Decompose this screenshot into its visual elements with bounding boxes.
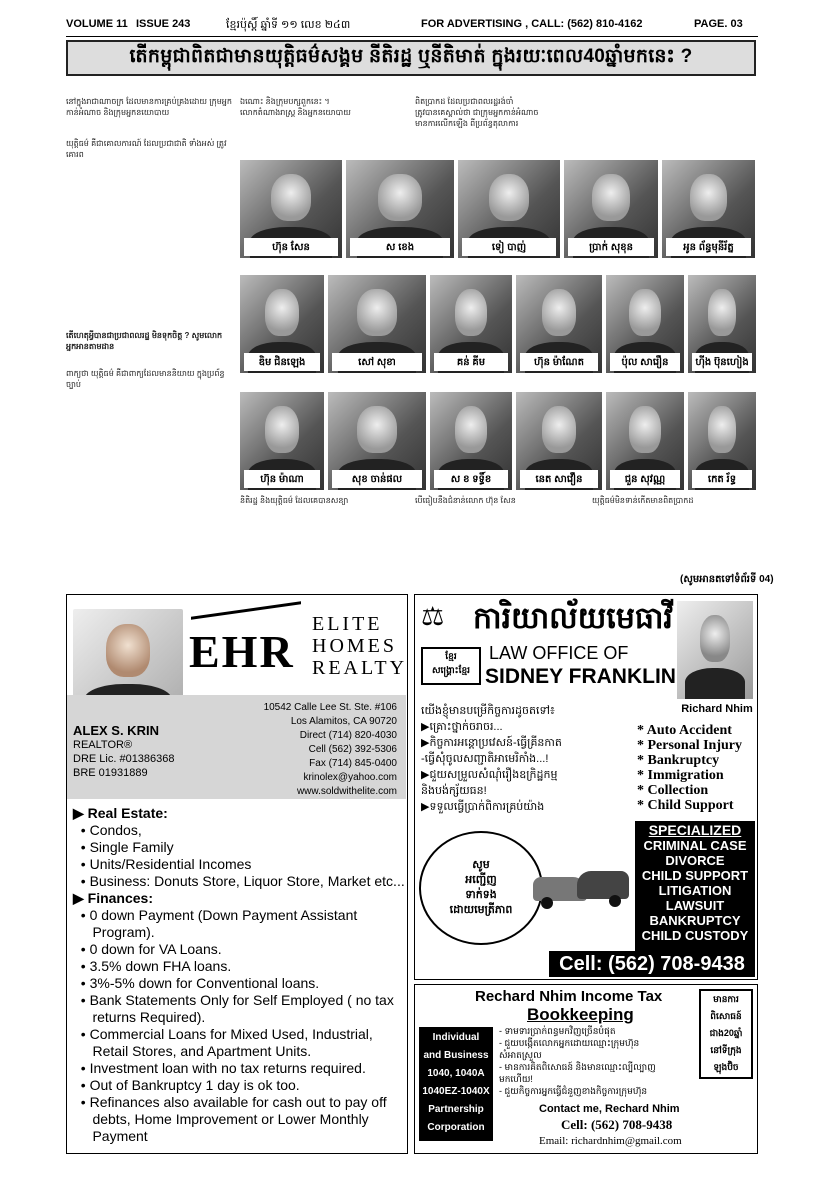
specialty-item: CHILD SUPPORT — [641, 868, 749, 883]
form-item: and Business — [423, 1050, 489, 1061]
list-item: ▶ទទួលធ្វើប្រាក់ពិការគ្រប់យ៉ាង — [421, 801, 545, 813]
list-item: • 3.5% down FHA loans. — [73, 958, 232, 974]
article-paragraph: ឯណោះ និងក្រុមបក្សពួកនេះ ។ — [240, 97, 330, 106]
khmer-badge — [421, 647, 481, 685]
service-item: * Collection — [637, 783, 709, 798]
photo-caption: ហ៊ុន ម៉ាណែត — [520, 353, 598, 371]
service-item: * Auto Accident — [637, 723, 732, 738]
email-link[interactable]: krinolex@yahoo.com — [303, 772, 397, 783]
volume: VOLUME 11 — [66, 18, 128, 30]
elite-homes-ad — [66, 594, 408, 1154]
experience-line: មានការ — [713, 994, 739, 1004]
specialty-item: BANKRUPTCY — [649, 913, 741, 928]
photo-caption: ប្រាក់ សុខុន — [568, 238, 654, 256]
bullet-item: - ទាមទារប្រាក់ពន្ធមកវិញច្រើនបំផុត — [499, 1026, 616, 1036]
form-item: Corporation — [427, 1122, 485, 1133]
article-column-right — [415, 96, 755, 156]
article-paragraph: និតិរដ្ឋ និងយុត្តិធម៌ ដែលគេបានសន្យា — [240, 496, 349, 505]
cell-phone: Cell (562) 392-5306 — [308, 744, 397, 755]
list-item: debts, Home Improvement or Lower Monthly — [92, 1111, 369, 1127]
list-item: returns Required). — [92, 1009, 206, 1025]
service-item: * Personal Injury — [637, 738, 742, 753]
list-item: យើងខ្ញុំមានបម្រើកិច្ចការដូចតទៅ៖ — [421, 705, 555, 717]
lawyer-photo — [677, 601, 753, 699]
list-item: • Out of Bankruptcy 1 day is ok too. — [73, 1077, 300, 1093]
advertising-line: FOR ADVERTISING , CALL: (562) 810-4162 — [421, 18, 643, 30]
headline: តើកម្ពុជាពិតជាមានយុត្តិធម៌សង្គម នីតិរដ្ឋ ឬនីតិមាត់ ក្នុងរយៈពេល40ឆ្នាំមកនេះ ? — [129, 46, 693, 67]
page-header — [66, 18, 756, 34]
photo-caption: អូន ព័ន្ធមុនីរ័ត្ន — [666, 238, 751, 256]
brand-line: HOMES — [312, 635, 398, 657]
list-item: • Bank Statements Only for Self Employed ( no tax — [73, 992, 394, 1008]
photo-caption: គន់ គីម — [434, 353, 508, 371]
realestate-heading: ▶ Real Estate: — [73, 805, 168, 821]
finances-heading: ▶ Finances: — [73, 890, 154, 906]
photo-caption: ទៀ បាញ់ — [462, 238, 556, 256]
scales-icon: ⚖ — [421, 601, 445, 631]
experience-line: ជាង20ឆ្នាំ — [709, 1028, 743, 1038]
bullet-item: សំអាតស្រួល — [499, 1050, 542, 1060]
list-item: ▶គ្រោះថ្នាក់ចរាចរ... — [421, 721, 503, 733]
agent-info — [73, 723, 175, 780]
photo-caption: ប៉ុល សារឿន — [610, 353, 680, 371]
photo-caption: ហ៊ុន ម៉ាណា — [244, 470, 320, 488]
law-office-ad — [414, 594, 758, 980]
fax-number: Fax (714) 845-0400 — [309, 758, 397, 769]
article-paragraph: យុត្តិធម៌ គឺជាគោលការណ៍ ដែលប្រជាជាតិ ទាំងអស់ ត្រូវគោរព — [66, 139, 227, 159]
contact-burst — [419, 831, 543, 945]
article-paragraph: មានការលើកឡើង ពីប្រព័ន្ធតុលាការ — [415, 119, 519, 128]
brand-line: REALTY — [312, 657, 408, 679]
law-cell-phone[interactable]: Cell: (562) 708-9438 — [549, 951, 755, 977]
list-item: • Units/Residential Incomes — [73, 856, 252, 872]
list-item: -ធ្វើសុំចូលសញ្ជាតិអាមេរិកាំង...! — [421, 753, 549, 765]
photo-caption: ជួន សុវណ្ណ — [610, 470, 680, 488]
specialty-item: CRIMINAL CASE — [643, 838, 747, 853]
service-item: * Immigration — [637, 768, 724, 783]
form-item: Partnership — [428, 1104, 484, 1115]
tax-bullets — [499, 1025, 695, 1097]
service-item: * Bankruptcy — [637, 753, 720, 768]
khmer-date: ខ្មែរប៉ុស្តិ៍ ឆ្នាំទី ១១ លេខ ២៤៣ — [226, 19, 351, 31]
list-item: • Commercial Loans for Mixed Used, Industrial, — [73, 1026, 373, 1042]
brand-name — [312, 613, 407, 679]
photo-caption: ស ខ ទទ្ធិ៍ខ — [434, 470, 508, 488]
list-item: ▶កិច្ចការអន្តោប្រវេសន៍-ធ្វើគ្រីនកាត — [421, 737, 562, 749]
income-tax-ad — [414, 984, 758, 1154]
article-paragraph: លោកតំណាងរាស្ត្រ និងអ្នកនយោបាយ — [240, 108, 351, 117]
bullet-item: - មានការគិតពិសោធន៍ និងមានឈ្មោះល្បីល្បាញ — [499, 1062, 656, 1072]
badge-line: សង្គ្រោះខ្មែរ — [431, 665, 471, 675]
tax-cell-phone[interactable]: Cell: (562) 708-9438 — [561, 1117, 673, 1132]
services-list — [73, 805, 405, 1145]
agent-name: ALEX S. KRIN — [73, 723, 159, 738]
brand-line: ELITE — [312, 613, 383, 635]
specialized-box — [635, 821, 755, 951]
tax-forms-box — [419, 1027, 493, 1141]
agent-title: REALTOR® — [73, 739, 133, 751]
list-item: ▶ជួយសម្រួលសំណុំរឿងឧក្រិដ្ឋកម្ម — [421, 769, 558, 781]
article-column-left — [66, 96, 236, 486]
service-item: * Child Support — [637, 798, 734, 813]
experience-line: ពិសោធន៍ — [710, 1011, 742, 1021]
list-item: • 0 down Payment (Down Payment Assistant — [73, 907, 358, 923]
website-link[interactable]: www.soldwithelite.com — [296, 786, 397, 797]
list-item: • Condos, — [73, 822, 142, 838]
specialty-item: DIVORCE — [665, 853, 725, 868]
article-bottom-3 — [592, 495, 757, 575]
photo-caption: សុខ ចាន់ផល — [332, 470, 422, 488]
burst-line: ទាក់ទង — [465, 889, 497, 901]
specialty-item: LAWSUIT — [665, 898, 725, 913]
article-paragraph: យុត្តិធម៌មិនទាន់កើតមានពិតប្រាកដ — [592, 496, 694, 505]
article-bottom-2 — [415, 495, 585, 575]
photo-caption: នេត សាវឿន — [520, 470, 598, 488]
list-item: Program). — [92, 924, 155, 940]
list-item: • Investment loan with no tax returns required. — [73, 1060, 366, 1076]
article-bottom-1 — [240, 495, 410, 575]
law-services — [637, 723, 742, 813]
experience-line: នៅទីក្រុង — [710, 1045, 742, 1055]
office-contact — [257, 701, 397, 799]
law-khmer-title: ការិយាល័យមេធាវី — [473, 602, 673, 635]
badge-line: ខ្មែរ — [445, 651, 457, 661]
car-crash-image — [533, 853, 629, 913]
photo-caption: ស ខេង — [350, 238, 450, 256]
bullet-item: - ជួយបង្កើតលោកអ្នកដោយឈ្មោះក្រុមហ៊ុន — [499, 1038, 640, 1048]
tax-subtitle: Bookkeeping — [527, 1005, 634, 1024]
tax-contact: Contact me, Rechard Nhim — [539, 1103, 680, 1115]
burst-line: ដោយមេត្រីភាព — [449, 904, 513, 916]
form-item: 1040, 1040A — [427, 1068, 485, 1079]
specialized-heading: SPECIALIZED — [648, 822, 742, 838]
list-item: • 0 down for VA Loans. — [73, 941, 222, 957]
experience-box — [699, 989, 753, 1079]
header-rule — [66, 36, 758, 37]
tax-title: Rechard Nhim Income Tax — [475, 988, 663, 1005]
specialty-item: CHILD CUSTODY — [641, 928, 749, 943]
article-paragraph: ត្រូវបានគេស្គាល់ថា ជាក្រុមអ្នកកាន់អំណាច — [415, 108, 539, 117]
article-column-mid — [240, 96, 410, 156]
photo-caption: ហ៊ីង ប៊ុនហៀង — [692, 353, 752, 371]
article-paragraph: ពិតប្រាកដ ដែលប្រជាពលរដ្ឋរង់ចាំ — [415, 97, 514, 106]
photo-caption: ឌិម ជិនឡេង — [244, 353, 320, 371]
form-item: Individual — [432, 1032, 480, 1043]
photo-caption: ហ៊ុន សែន — [244, 238, 338, 256]
law-title-en1: LAW OFFICE OF — [489, 643, 629, 663]
issue: ISSUE 243 — [136, 18, 191, 30]
ehr-logo: EHR — [189, 626, 295, 677]
law-khmer-list — [421, 703, 631, 815]
headline-banner — [66, 40, 756, 76]
list-item: • Refinances also available for cash out to pay off — [73, 1094, 387, 1110]
article-paragraph: នៅក្នុងរាជាណាចក្រ ដែលមានការគ្រប់គ្រងដោយ ក្រុមអ្នកកាន់អំណាច និងក្រុមអ្នកនយោបាយ — [66, 97, 232, 117]
law-title-en2: SIDNEY FRANKLIN — [485, 665, 676, 688]
bullet-item: - ជួយកិច្ចការអ្នកធ្វើជំនួញខាងកិច្ចការក្រុមហ៊ុន — [499, 1086, 648, 1096]
burst-line: សូម — [472, 859, 490, 871]
list-item: និងបង់ក្ស័យធន! — [421, 785, 487, 797]
tax-email[interactable]: Email: richardnhim@gmail.com — [539, 1135, 682, 1147]
experience-line: ឡុងប៊ិច — [713, 1062, 739, 1072]
bullet-item: មកហើយ! — [499, 1074, 533, 1084]
continued-note: (សូមអានតទៅទំព័រទី 04) — [680, 574, 774, 585]
list-item: • Single Family — [73, 839, 174, 855]
article-paragraph: បើធៀបនឹងជំនាន់លោក ហ៊ុន សែន — [415, 496, 516, 505]
photo-caption: សៅ សុខា — [332, 353, 422, 371]
list-item: • 3%-5% down for Conventional loans. — [73, 975, 320, 991]
direct-phone: Direct (714) 820-4030 — [299, 730, 397, 741]
article-paragraph: ពាក្យថា យុត្តិធម៌ គឺជាពាក្យដែលមាននិយាយ ក្នុងប្រព័ន្ធច្បាប់ — [66, 369, 225, 389]
lawyer-name: Richard Nhim — [681, 703, 753, 715]
address-line: Los Alamitos, CA 90720 — [290, 716, 397, 727]
article-subhead: តើហេតុអ្វីបានជាប្រជាពលរដ្ឋ មិនទុកចិត្ត ? សូមលោកអ្នកអានតាមដាន — [66, 331, 223, 351]
list-item: Retail Stores, and Apartment Units. — [92, 1043, 312, 1059]
list-item: • Business: Donuts Store, Liquor Store, Market etc... — [73, 873, 405, 889]
specialty-item: LITIGATION — [658, 883, 732, 898]
address-line: 10542 Calle Lee St. Ste. #106 — [263, 702, 397, 713]
burst-line: អញ្ជើញ — [465, 874, 497, 886]
form-item: 1040EZ-1040X — [422, 1086, 490, 1097]
photo-caption: កេត រ័ទ្ធ — [692, 470, 752, 488]
page-number: PAGE. 03 — [694, 18, 743, 30]
bre-license: BRE 01931889 — [73, 767, 148, 779]
list-item: Payment — [92, 1128, 148, 1144]
dre-license: DRE Lic. #01386368 — [73, 753, 175, 765]
